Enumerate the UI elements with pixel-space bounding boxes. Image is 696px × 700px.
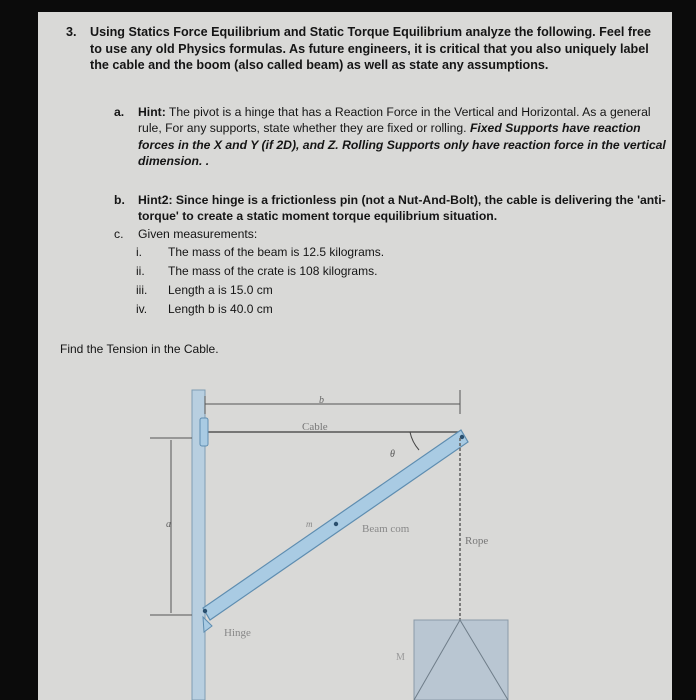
hint-a-marker: a.	[114, 105, 125, 119]
hinge-label: Hinge	[224, 627, 251, 639]
question-text: Using Statics Force Equilibrium and Static Torque Equilibrium analyze the following. Feel free to use any old Physics formulas. As future engineers, it is critical that you also uniquely label the cable and the boom (also called beam) as well as state any assumptions.	[90, 25, 651, 73]
question-number: 3.	[66, 25, 77, 39]
measurement-2-roman: ii.	[136, 264, 145, 278]
beam-com-label: Beam com	[362, 523, 410, 535]
measurement-3-roman: iii.	[136, 283, 148, 297]
theta-label: θ	[390, 449, 395, 460]
hinge-pin	[203, 609, 207, 613]
hint-a-title: Hint:	[138, 105, 166, 119]
hint-a-text: The pivot is a hinge that has a Reaction Force in the Vertical and Horizontal. As a general rule, For any supports, state whether they are fixed or rolling.	[138, 105, 651, 136]
find-prompt: Find the Tension in the Cable.	[60, 342, 219, 356]
document-page	[38, 12, 672, 700]
boom-diagram	[38, 12, 672, 700]
hint-c-text: Given measurements:	[138, 227, 258, 241]
measurement-1-text: The mass of the beam is 12.5 kilograms.	[168, 245, 385, 259]
dim-b-label: b	[319, 395, 324, 406]
beam-com-dot	[334, 522, 338, 526]
crate	[414, 620, 508, 700]
hint-c-marker: c.	[114, 227, 124, 241]
measurement-1-roman: i.	[136, 245, 142, 259]
rope-label: Rope	[465, 535, 489, 547]
measurement-4-text: Length b is 40.0 cm	[168, 302, 273, 316]
cable-label: Cable	[302, 421, 328, 433]
crate-label: M	[396, 652, 405, 663]
mass-label: m	[306, 519, 313, 529]
dim-a-label: a	[166, 519, 171, 530]
measurement-3-text: Length a is 15.0 cm	[168, 283, 273, 297]
measurement-4-roman: iv.	[136, 302, 148, 316]
measurement-2-text: The mass of the crate is 108 kilograms.	[168, 264, 378, 278]
theta-arc	[410, 432, 419, 450]
hint-a-italic: Fixed Supports have reaction forces in the X and Y (if 2D), and Z. Rolling Supports only have reaction force in the vertical dimension. .	[138, 121, 666, 169]
cable-wall-bracket	[200, 418, 208, 446]
hint-b-text: Hint2: Since hinge is a frictionless pin (not a Nut-And-Bolt), the cable is delivering the 'anti-torque' to create a static moment torque equilibrium situation.	[138, 193, 666, 224]
hint-b-marker: b.	[114, 193, 125, 207]
